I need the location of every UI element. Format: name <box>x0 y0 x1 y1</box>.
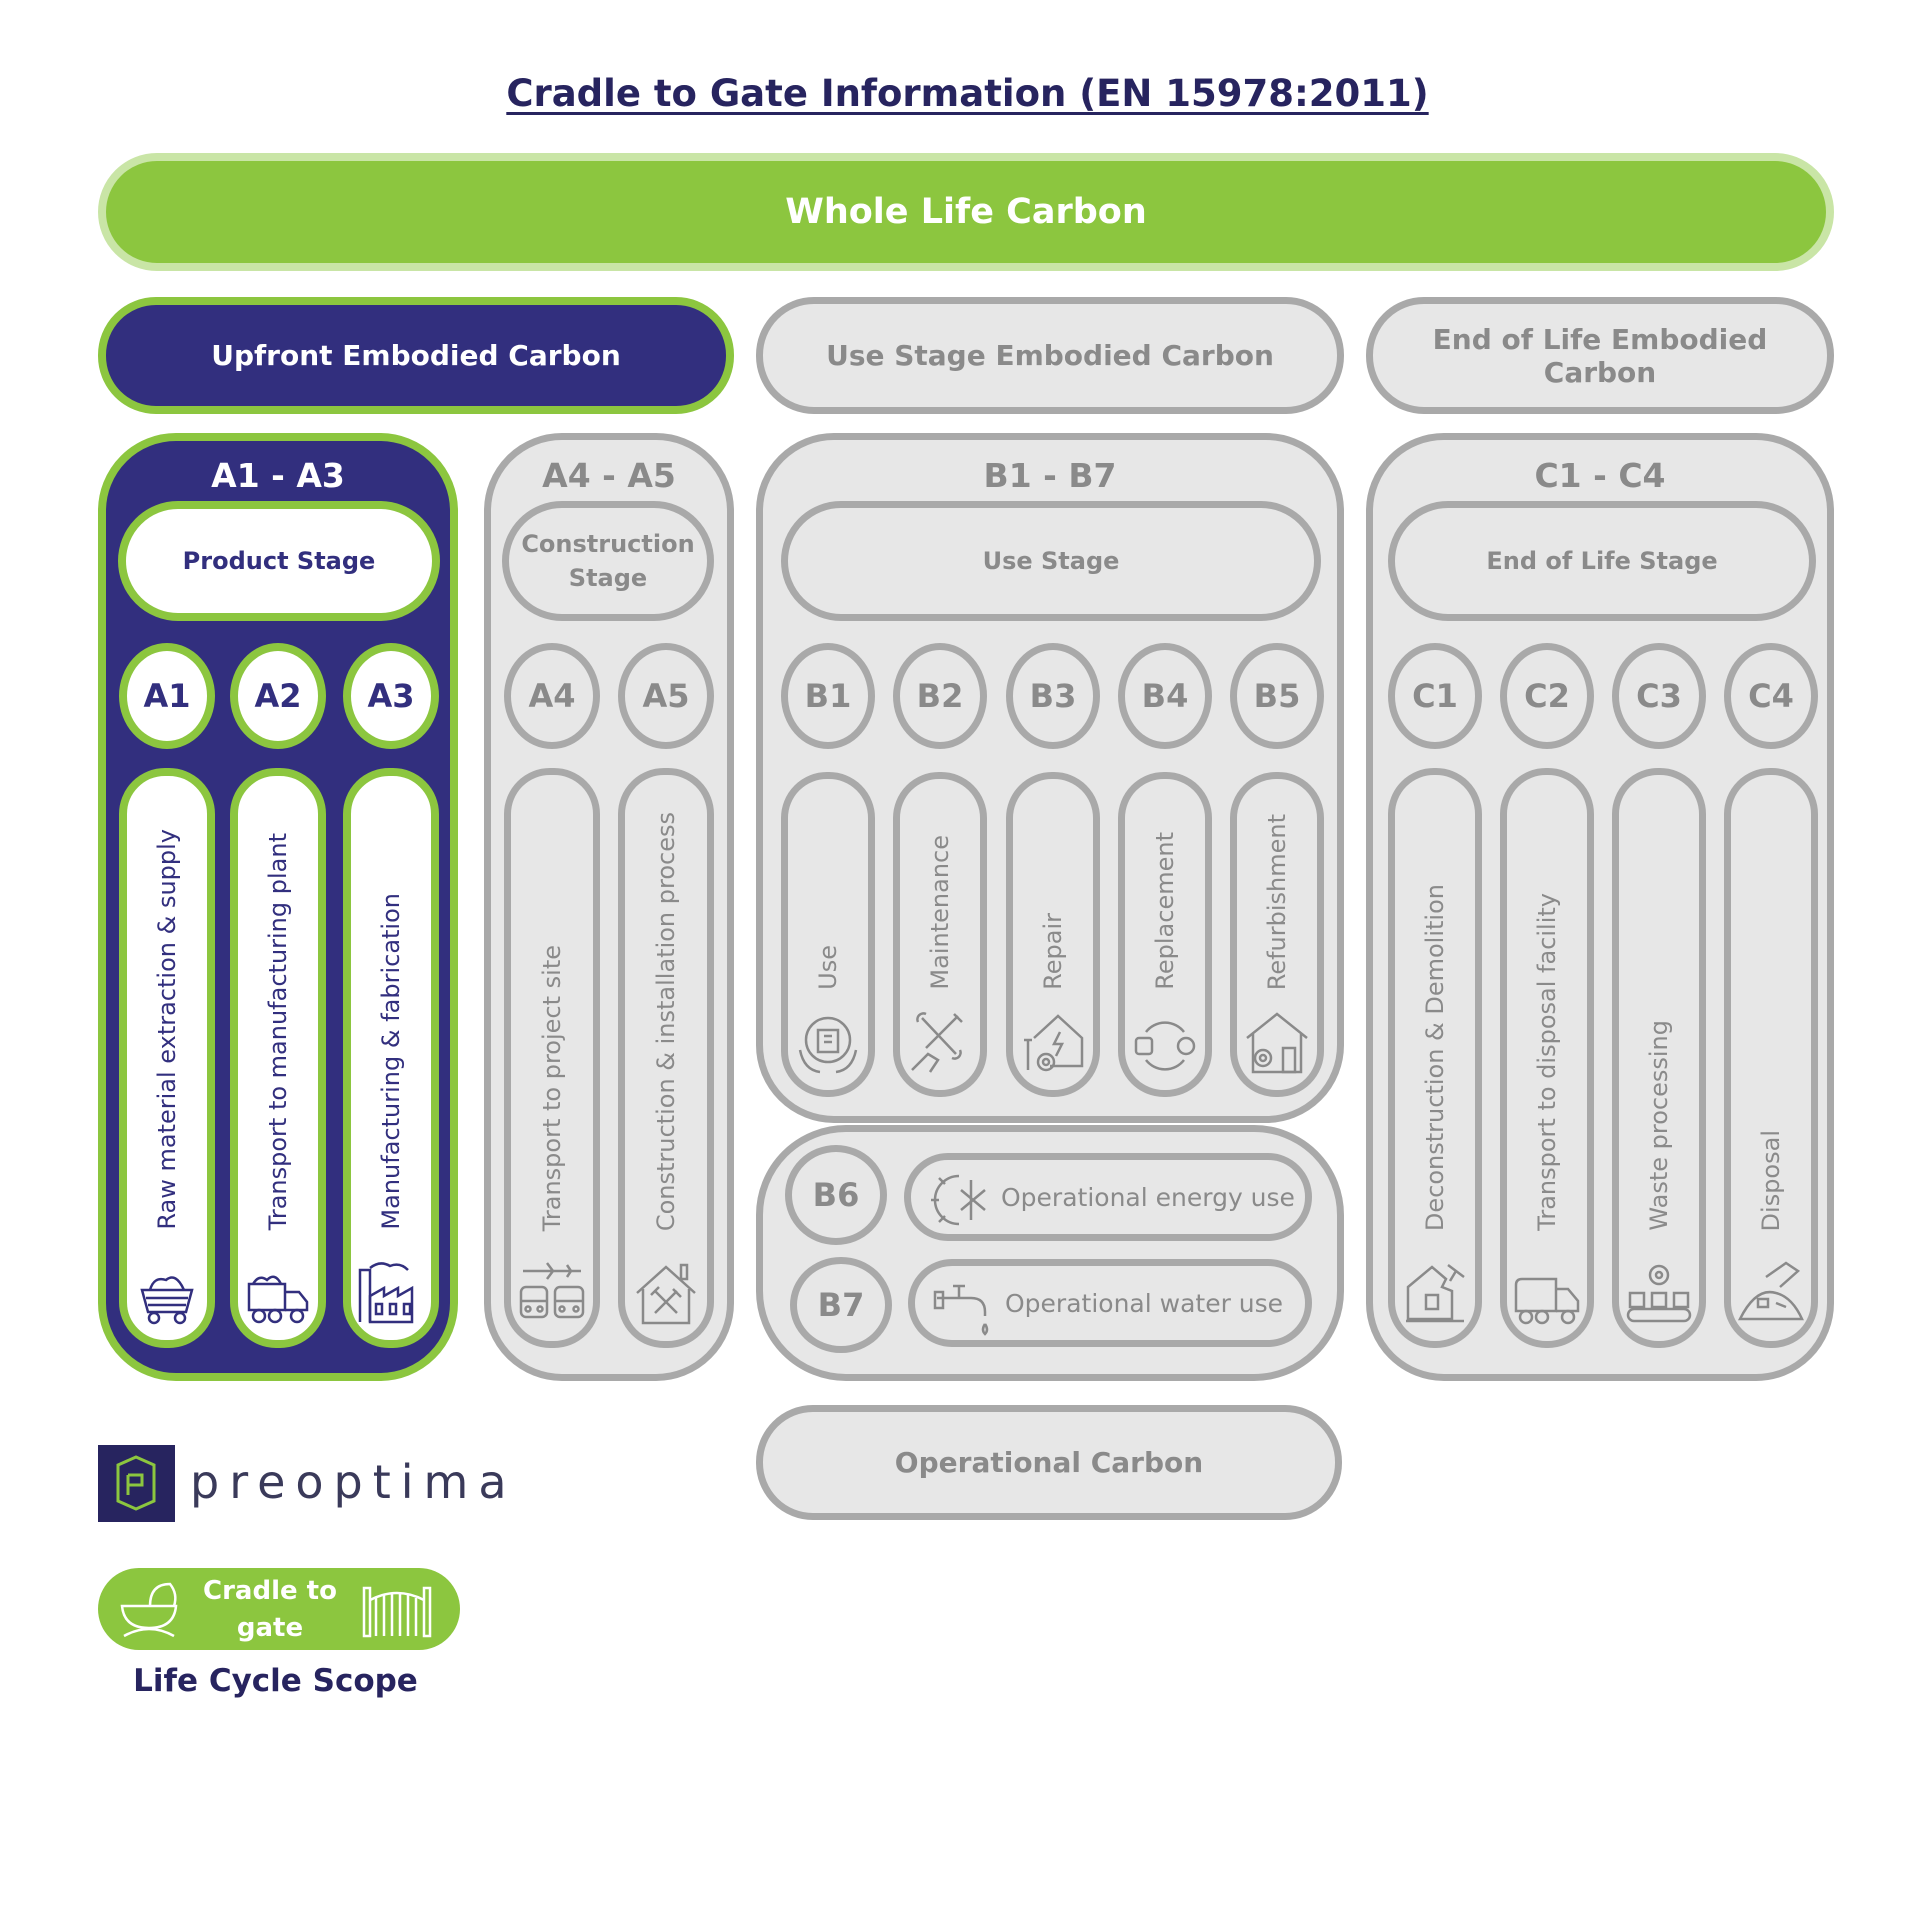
factory-icon <box>356 1260 426 1326</box>
column-b4 <box>1118 772 1212 1097</box>
house-gear-icon <box>1243 1010 1311 1076</box>
use-stage-embodied-carbon-pill: Use Stage Embodied Carbon <box>756 297 1344 414</box>
replace-cycle-icon <box>1132 1016 1198 1076</box>
module-a1: A1 <box>119 643 215 749</box>
column-a4 <box>504 768 600 1348</box>
wrench-hand-icon <box>908 1010 972 1076</box>
column-b2 <box>893 772 987 1097</box>
group-a1-a3-heading: A1 - A3 <box>211 456 345 495</box>
column-c3-label: Waste processing <box>1645 1020 1673 1231</box>
column-a5 <box>618 768 714 1348</box>
module-a3: A3 <box>343 643 439 749</box>
column-c4-label: Disposal <box>1757 1129 1785 1231</box>
house-tools-icon <box>633 1261 699 1327</box>
operational-energy-use-row <box>904 1153 1312 1241</box>
column-b2-label: Maintenance <box>926 835 954 990</box>
column-a2 <box>230 768 326 1348</box>
hands-building-icon <box>796 1010 860 1076</box>
module-c4: C4 <box>1724 643 1818 749</box>
column-a3 <box>343 768 439 1348</box>
column-a4-label: Transport to project site <box>538 944 566 1231</box>
column-c3 <box>1612 768 1706 1348</box>
module-b7: B7 <box>790 1257 892 1353</box>
operational-water-use-label: Operational water use <box>1005 1288 1284 1318</box>
group-a4-a5-heading: A4 - A5 <box>542 456 676 495</box>
group-b1-b7-heading: B1 - B7 <box>983 456 1117 495</box>
gate-icon <box>362 1580 432 1638</box>
column-a1 <box>119 768 215 1348</box>
demolition-icon <box>1402 1257 1468 1327</box>
column-b3-label: Repair <box>1039 913 1067 990</box>
water-tap-icon <box>931 1272 997 1342</box>
group-c1-c4-heading: C1 - C4 <box>1534 456 1666 495</box>
operational-energy-use-label: Operational energy use <box>1001 1182 1295 1212</box>
column-b5-label: Refurbishment <box>1263 813 1291 990</box>
column-a5-label: Construction & installation process <box>652 811 680 1231</box>
conveyor-gear-icon <box>1624 1261 1694 1327</box>
module-c3: C3 <box>1612 643 1706 749</box>
product-stage-pill: Product Stage <box>118 501 440 621</box>
preoptima-logo-mark <box>98 1445 175 1522</box>
life-cycle-scope-caption: Life Cycle Scope <box>133 1663 418 1699</box>
operational-carbon-pill: Operational Carbon <box>756 1405 1342 1520</box>
upfront-embodied-carbon-pill: Upfront Embodied Carbon <box>98 297 734 414</box>
operational-water-use-row <box>908 1259 1312 1347</box>
landfill-icon <box>1736 1257 1806 1327</box>
column-b1-label: Use <box>814 945 842 990</box>
module-b3: B3 <box>1006 643 1100 749</box>
cradle-icon <box>114 1576 184 1642</box>
column-a1-label: Raw material extraction & supply <box>153 829 181 1230</box>
module-c2: C2 <box>1500 643 1594 749</box>
module-c1: C1 <box>1388 643 1482 749</box>
construction-stage-pill: Construction Stage <box>502 501 714 621</box>
module-a5: A5 <box>618 643 714 749</box>
dump-truck-icon <box>245 1270 311 1326</box>
column-c1 <box>1388 768 1482 1348</box>
end-of-life-stage-pill: End of Life Stage <box>1388 501 1816 621</box>
plane-train-bus-icon <box>517 1255 587 1327</box>
column-b1 <box>781 772 875 1097</box>
logo-icon <box>98 1445 175 1522</box>
column-a2-label: Transport to manufacturing plant <box>264 832 292 1230</box>
column-c4 <box>1724 768 1818 1348</box>
column-c2-label: Transport to disposal facility <box>1533 893 1561 1231</box>
column-b5 <box>1230 772 1324 1097</box>
end-of-life-embodied-carbon-pill: End of Life Embodied Carbon <box>1366 297 1834 414</box>
preoptima-logo-text: preoptima <box>190 1455 517 1509</box>
module-b4: B4 <box>1118 643 1212 749</box>
page-title: Cradle to Gate Information (EN 15978:2011) <box>506 72 1429 115</box>
house-repair-icon <box>1020 1010 1086 1076</box>
module-b5: B5 <box>1230 643 1324 749</box>
use-stage-pill: Use Stage <box>781 501 1321 621</box>
column-c1-label: Deconstruction & Demolition <box>1421 883 1449 1231</box>
whole-life-carbon-banner: Whole Life Carbon <box>98 153 1834 271</box>
module-b2: B2 <box>893 643 987 749</box>
module-b6: B6 <box>785 1145 887 1245</box>
module-b1: B1 <box>781 643 875 749</box>
column-b3 <box>1006 772 1100 1097</box>
cradle-to-gate-label: Cradle to gate <box>203 1576 337 1643</box>
column-c2 <box>1500 768 1594 1348</box>
mine-cart-icon <box>136 1264 198 1326</box>
column-a3-label: Manufacturing & fabrication <box>377 893 405 1230</box>
garbage-truck-icon <box>1512 1273 1582 1327</box>
module-a4: A4 <box>504 643 600 749</box>
sun-snowflake-icon <box>927 1166 991 1236</box>
column-b4-label: Replacement <box>1151 832 1179 990</box>
module-a2: A2 <box>230 643 326 749</box>
